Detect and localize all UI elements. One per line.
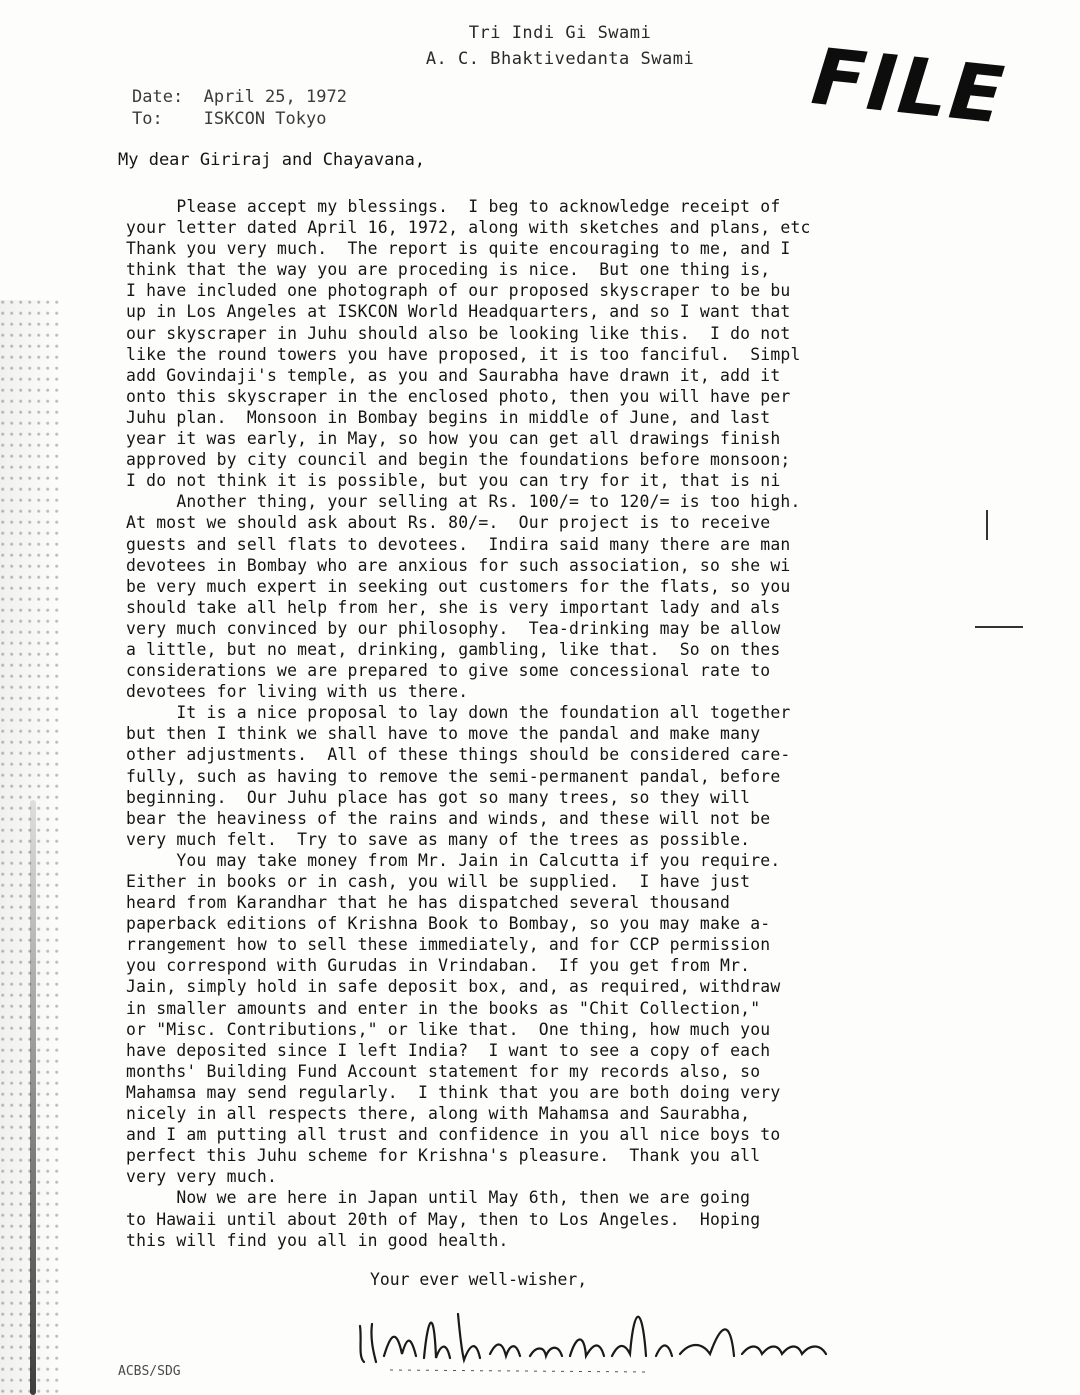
letter-line: heard from Karandhar that he has dispatched several thousand <box>126 893 731 913</box>
letter-line: Mahamsa may send regularly. I think that you are both doing very <box>126 1082 781 1102</box>
letter-line: You may take money from Mr. Jain in Calcutta if you require. <box>126 850 781 870</box>
letter-line: year it was early, in May, so how you can get all drawings finish <box>126 429 781 449</box>
letter-line: to Hawaii until about 20th of May, then to Los Angeles. Hoping <box>126 1209 761 1229</box>
letter-line: beginning. Our Juhu place has got so many trees, so they will <box>126 787 751 807</box>
letter-line: Another thing, your selling at Rs. 100/= to 120/= is too high. <box>126 492 801 512</box>
scan-shadow-artifact <box>30 800 36 1395</box>
letter-line: but then I think we shall have to move the pandal and make many <box>126 724 761 744</box>
letter-date: Date: April 25, 1972 <box>132 87 347 107</box>
letter-line: you correspond with Gurudas in Vrindaban. If you get from Mr. <box>126 956 751 976</box>
letter-line: be very much expert in seeking out customers for the flats, so you <box>126 576 791 596</box>
letter-line: Thank you very much. The report is quite encouraging to me, and I <box>126 239 791 259</box>
letter-line: guests and sell flats to devotees. Indira said many there are man <box>126 534 791 554</box>
letter-line: Either in books or in cash, you will be supplied. I have just <box>126 872 751 891</box>
salutation: My dear Giriraj and Chayavana, <box>118 150 426 170</box>
letter-line: and I am putting all trust and confidence in you all nice boys to <box>126 1125 781 1145</box>
letter-line: should take all help from her, she is very important lady and als <box>126 597 781 617</box>
letter-line: think that the way you are proceding is nice. But one thing is, <box>126 260 771 280</box>
dateline <box>132 86 347 130</box>
closing: Your ever well-wisher, <box>370 1270 588 1289</box>
letter-line: At most we should ask about Rs. 80/=. Our project is to receive <box>126 513 771 533</box>
margin-mark <box>986 510 988 540</box>
letter-line: our skyscraper in Juhu should also be looking like this. I do not <box>126 323 791 343</box>
letter-line: other adjustments. All of these things should be considered care- <box>126 745 791 765</box>
letter-line: fully, such as having to remove the semi-permanent pandal, before <box>126 766 781 786</box>
letter-line: very much convinced by our philosophy. Tea-drinking may be allow <box>126 618 781 638</box>
file-stamp: FILE <box>807 32 1010 142</box>
letter-line: rrangement how to sell these immediately, and for CCP permission <box>126 935 771 955</box>
letter-line: Juhu plan. Monsoon in Bombay begins in middle of June, and last <box>126 407 771 427</box>
letter-line: I do not think it is possible, but you can try for it, that is ni <box>126 471 781 491</box>
letter-line: considerations we are prepared to give some concessional rate to <box>126 661 771 681</box>
letter-line: in smaller amounts and enter in the books as "Chit Collection," <box>126 998 761 1018</box>
letter-line: approved by city council and begin the foundations before monsoon; <box>126 450 791 470</box>
letter-line: bear the heaviness of the rains and winds, and these will not be <box>126 808 771 828</box>
letterhead-title: Tri Indi Gi Swami <box>468 23 652 43</box>
signature <box>350 1296 840 1376</box>
letter-line: very very much. <box>126 1167 278 1187</box>
letter-line: this will find you all in good health. <box>126 1230 509 1250</box>
letter-line: It is a nice proposal to lay down the foundation all together <box>126 703 791 723</box>
letter-line: Jain, simply hold in safe deposit box, and, as required, withdraw <box>126 977 781 997</box>
letter-line: paperback editions of Krishna Book to Bombay, so you may make a- <box>126 914 771 934</box>
letter-line: devotees for living with us there. <box>126 682 469 702</box>
letterhead <box>380 20 740 72</box>
letter-line: I have included one photograph of our proposed skyscraper to be bu <box>126 281 791 301</box>
letter-recipient-location: To: ISKCON Tokyo <box>132 109 327 129</box>
letter-line: up in Los Angeles at ISKCON World Headquarters, and so I want that <box>126 302 791 322</box>
letter-line: have deposited since I left India? I want to see a copy of each <box>126 1040 771 1060</box>
letter-line: onto this skyscraper in the enclosed photo, then you will have per <box>126 386 791 406</box>
letter-line: or "Misc. Contributions," or like that. One thing, how much you <box>126 1019 771 1039</box>
letter-line: devotees in Bombay who are anxious for such association, so she wi <box>126 555 791 575</box>
letter-line: nicely in all respects there, along with Mahamsa and Saurabha, <box>126 1104 751 1124</box>
letter-line: perfect this Juhu scheme for Krishna's pleasure. Thank you all <box>126 1146 761 1166</box>
margin-mark <box>975 626 1023 628</box>
letter-body <box>126 196 1006 1251</box>
letter-line: very much felt. Try to save as many of the trees as possible. <box>126 829 751 849</box>
letter-line: a little, but no meat, drinking, gambling, like that. So on thes <box>126 639 781 659</box>
letter-line: Now we are here in Japan until May 6th, then we are going <box>126 1188 751 1208</box>
letter-line: like the round towers you have proposed, it is too fanciful. Simpl <box>126 344 801 364</box>
letterhead-name: A. C. Bhaktivedanta Swami <box>425 49 695 69</box>
footer-reference: ACBS/SDG <box>118 1364 181 1379</box>
letter-line: add Govindaji's temple, as you and Saurabha have drawn it, add it <box>126 365 781 385</box>
letter-line: months' Building Fund Account statement for my records also, so <box>126 1061 761 1081</box>
letter-line: Please accept my blessings. I beg to acknowledge receipt of <box>126 197 781 216</box>
letter-line: your letter dated April 16, 1972, along with sketches and plans, etc <box>126 218 811 238</box>
